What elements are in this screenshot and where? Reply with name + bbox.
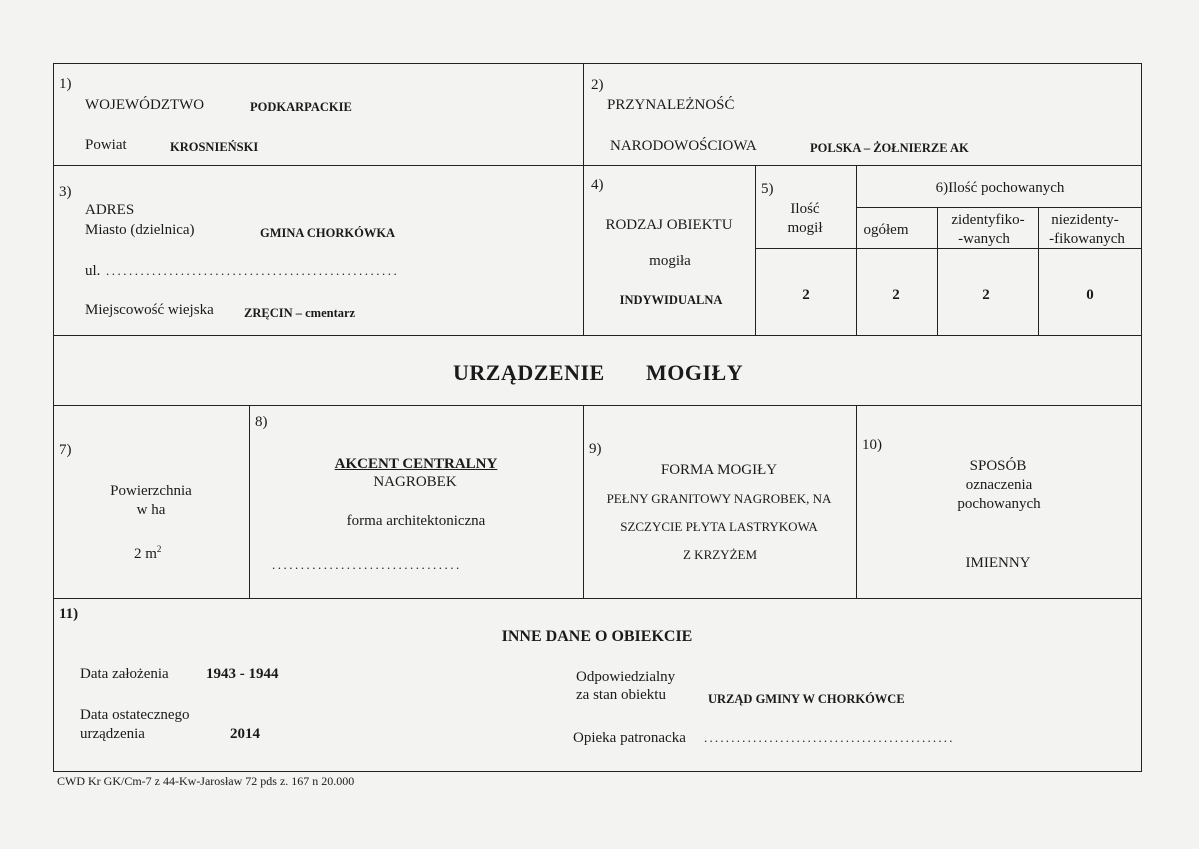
field-number: 10) xyxy=(862,437,882,453)
section-title-word-2: MOGIŁY xyxy=(646,360,744,385)
county-label: Powiat xyxy=(85,137,127,153)
buried-unidentified-header-2: -fikowanych xyxy=(1049,231,1125,247)
divider xyxy=(249,405,250,598)
buried-identified-header-1: zidentyfiko- xyxy=(951,212,1025,228)
divider xyxy=(756,248,1142,249)
village-value: ZRĘCIN – cmentarz xyxy=(244,306,356,320)
nationality-label-1: PRZYNALEŻNOŚĆ xyxy=(607,97,735,113)
field-number: 7) xyxy=(59,442,72,458)
field-number: 4) xyxy=(591,177,604,193)
address-label: ADRES xyxy=(85,202,135,218)
marking-label-2: oznaczenia xyxy=(965,477,1033,493)
divider xyxy=(583,405,584,598)
buried-total-value: 2 xyxy=(892,287,900,303)
village-label: Miejscowość wiejska xyxy=(85,302,214,318)
final-date-value: 2014 xyxy=(230,726,260,742)
marking-label-1: SPOSÓB xyxy=(969,458,1027,474)
voivodeship-value: PODKARPACKIE xyxy=(250,100,352,114)
buried-identified-value: 2 xyxy=(982,287,990,303)
area-value: 2 $m^2$ xyxy=(134,544,162,562)
buried-total-header: ogółem xyxy=(863,222,909,238)
nationality-label-2: NARODOWOŚCIOWA xyxy=(610,138,757,154)
divider xyxy=(755,165,756,335)
headstone-label: NAGROBEK xyxy=(373,474,457,490)
field-number: 11) xyxy=(59,606,79,622)
buried-unidentified-header-1: niezidenty- xyxy=(1051,212,1119,228)
area-label-2: w ha xyxy=(136,502,166,518)
county-value: KROSNIEŃSKI xyxy=(170,140,259,154)
buried-unidentified-value: 0 xyxy=(1086,287,1094,303)
divider xyxy=(1038,207,1039,335)
object-type-value-2: INDYWIDUALNA xyxy=(619,293,723,307)
divider xyxy=(856,405,857,598)
area-label-1: Powierzchnia xyxy=(110,483,192,499)
divider xyxy=(583,63,584,335)
other-data-title: INNE DANE O OBIEKCIE xyxy=(501,628,693,645)
marking-label-3: pochowanych xyxy=(957,496,1041,512)
divider xyxy=(53,335,1142,336)
graves-count-label-2: mogił xyxy=(787,220,823,236)
field-number: 3) xyxy=(59,184,72,200)
architectural-form-label: forma architektoniczna xyxy=(346,513,486,529)
responsible-label-1: Odpowiedzialny xyxy=(576,669,676,685)
buried-count-title: 6)Ilość pochowanych xyxy=(935,180,1065,196)
voivodeship-label: WOJEWÓDZTWO xyxy=(85,97,205,113)
buried-identified-header-2: -wanych xyxy=(958,231,1010,247)
nationality-value: POLSKA – ŻOŁNIERZE AK xyxy=(810,141,969,155)
graves-count-value: 2 xyxy=(802,287,810,303)
founding-date-label: Data założenia xyxy=(80,666,169,682)
divider xyxy=(53,165,1142,166)
field-number: 9) xyxy=(589,441,602,457)
marking-value: IMIENNY xyxy=(965,555,1031,571)
street-dots: ................................................... xyxy=(106,263,400,278)
field-number: 5) xyxy=(761,181,774,197)
street-label: ul. xyxy=(85,263,101,279)
divider xyxy=(53,598,1142,599)
object-type-value-1: mogiła xyxy=(649,253,691,269)
grave-form-line-1: PEŁNY GRANITOWY NAGROBEK, NA xyxy=(606,491,832,506)
final-date-label-2: urządzenia xyxy=(80,726,145,742)
grave-form-line-3: Z KRZYŻEM xyxy=(682,547,758,562)
field-number: 2) xyxy=(591,77,604,93)
final-date-label-1: Data ostatecznego xyxy=(80,707,190,723)
divider xyxy=(856,165,857,335)
responsible-label-2: za stan obiektu xyxy=(576,687,666,703)
divider xyxy=(937,207,938,335)
city-label: Miasto (dzielnica) xyxy=(85,222,195,238)
print-code-footer: CWD Kr GK/Cm-7 z 44-Kw-Jarosław 72 pds z. 167 n 20.000 xyxy=(57,774,355,788)
divider xyxy=(856,207,1142,208)
central-accent-label: AKCENT CENTRALNY xyxy=(334,456,498,472)
patronage-label: Opieka patronacka xyxy=(573,730,686,746)
section-title-word-1: URZĄDZENIE xyxy=(453,360,605,385)
founding-date-value: 1943 - 1944 xyxy=(206,666,279,682)
graves-count-label-1: Ilość xyxy=(790,201,820,217)
field-number: 1) xyxy=(59,76,72,92)
grave-form-label: FORMA MOGIŁY xyxy=(660,462,778,478)
responsible-value: URZĄD GMINY W CHORKÓWCE xyxy=(708,692,905,706)
city-value: GMINA CHORKÓWKA xyxy=(260,226,396,240)
patronage-dots: .............................................. xyxy=(704,730,955,745)
grave-form-line-2: SZCZYCIE PŁYTA LASTRYKOWA xyxy=(620,519,818,534)
object-type-label: RODZAJ OBIEKTU xyxy=(605,217,733,233)
architectural-form-dots: ................................. xyxy=(272,557,462,572)
divider xyxy=(53,405,1142,406)
field-number: 8) xyxy=(255,414,268,430)
